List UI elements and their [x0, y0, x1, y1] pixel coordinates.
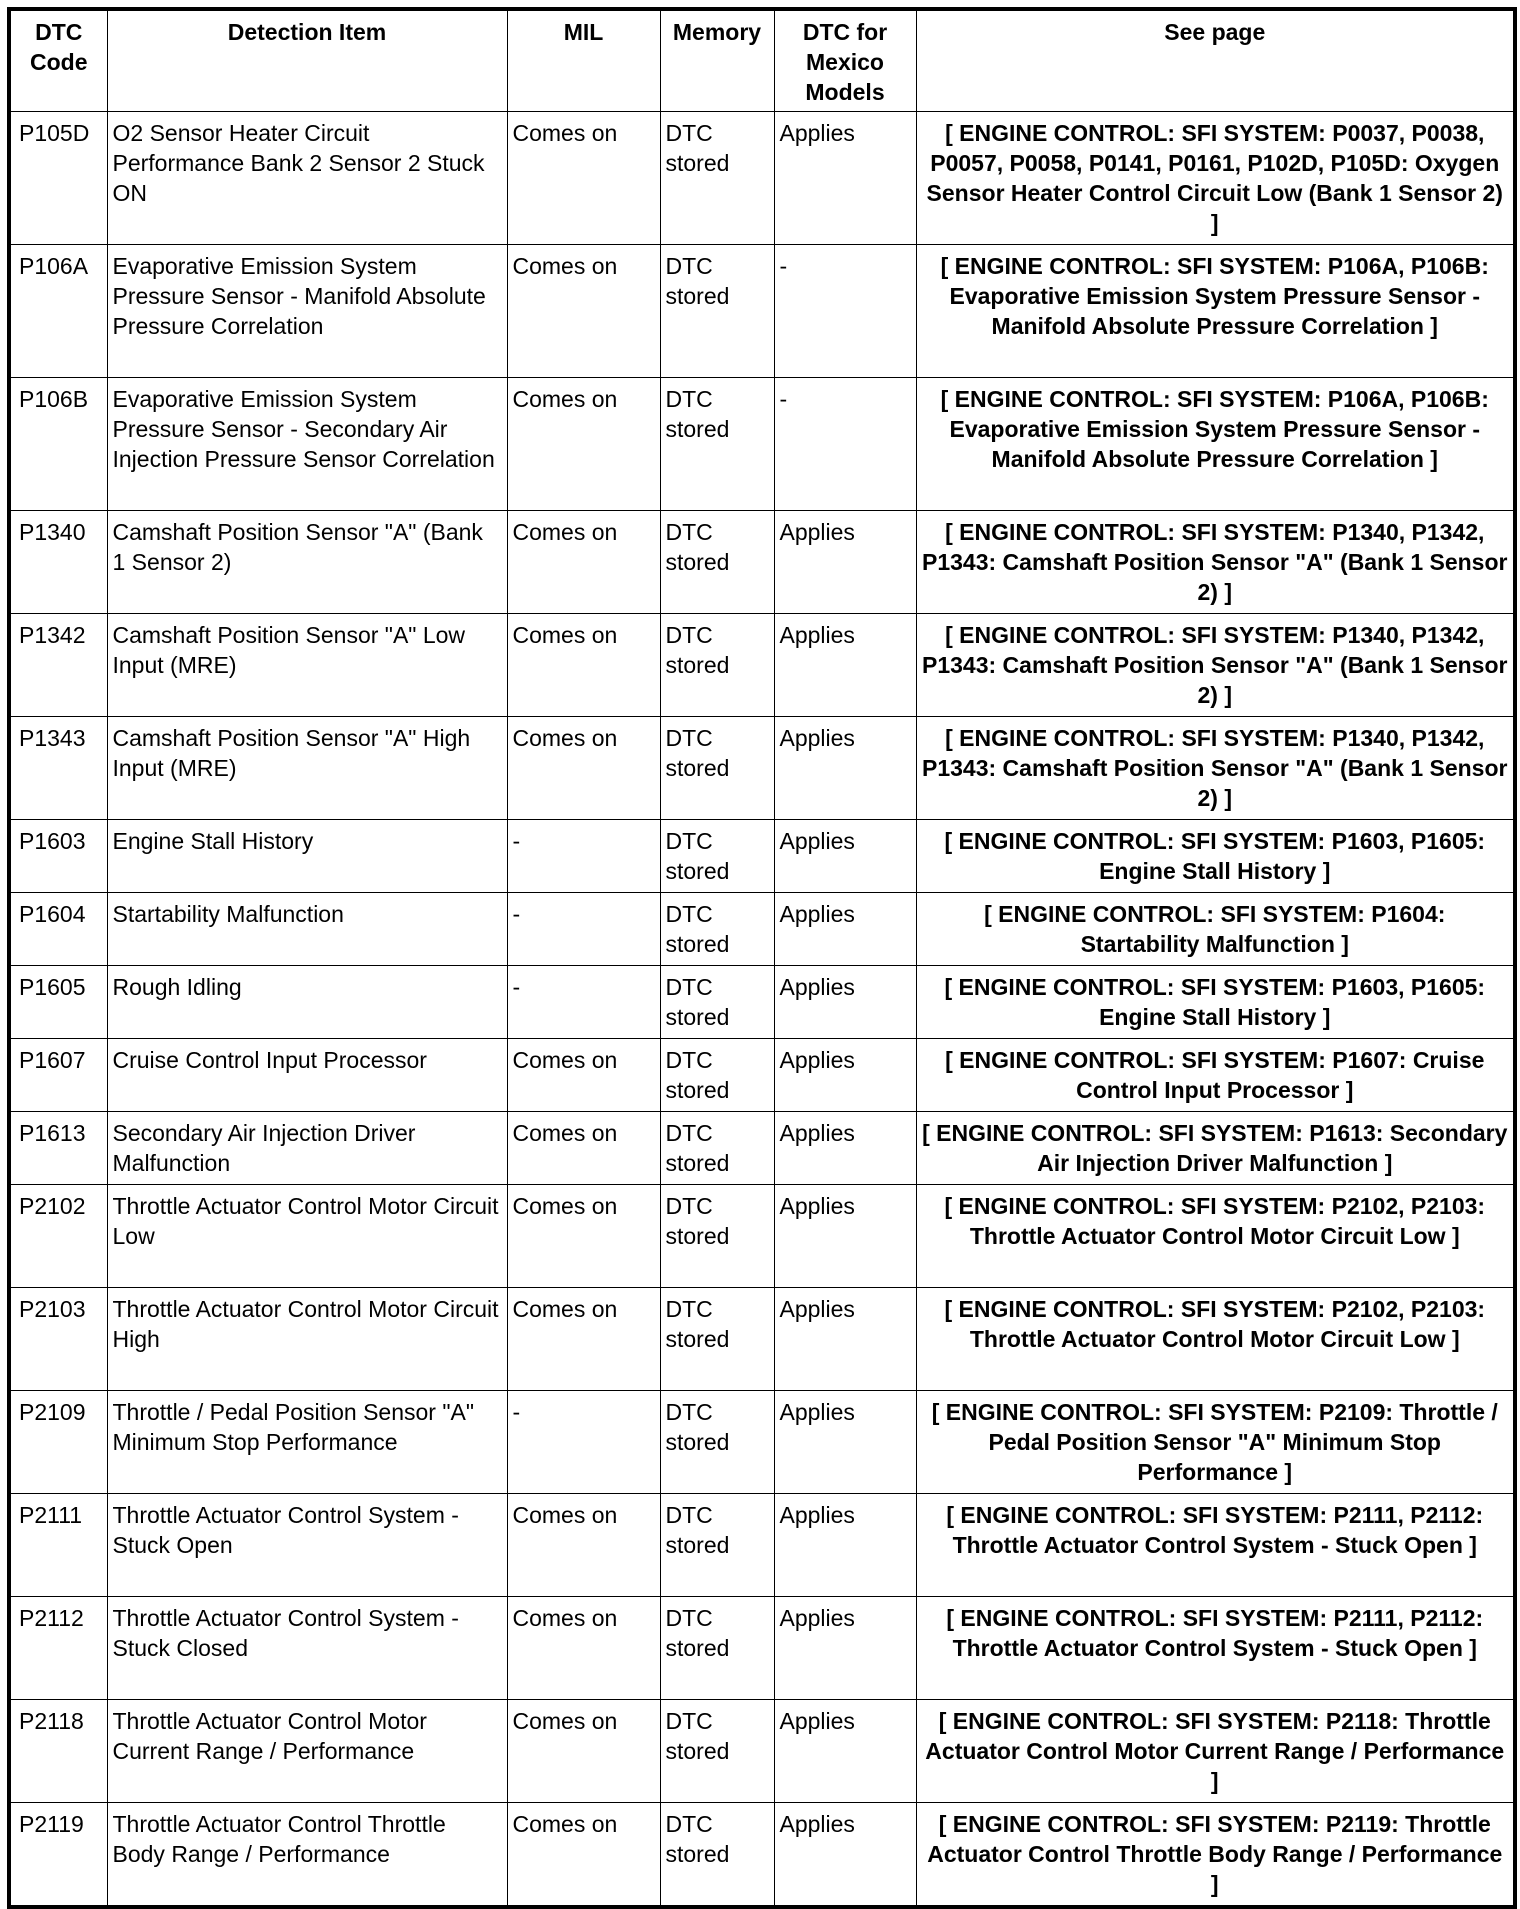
detection-item-cell: Camshaft Position Sensor "A" (Bank 1 Sensor 2): [107, 511, 507, 614]
memory-cell: DTC stored: [660, 1185, 774, 1288]
memory-cell: DTC stored: [660, 1039, 774, 1112]
see-page-link[interactable]: [ ENGINE CONTROL: SFI SYSTEM: P2102, P2103: Throttle Actuator Control Motor Circuit Low ]: [916, 1185, 1515, 1288]
mil-cell: -: [507, 1391, 660, 1494]
mil-cell: -: [507, 820, 660, 893]
table-row: [9, 112, 1515, 245]
see-page-link[interactable]: [ ENGINE CONTROL: SFI SYSTEM: P1340, P1342, P1343: Camshaft Position Sensor "A" (Bank 1 Sensor 2) ]: [916, 614, 1515, 717]
memory-cell: DTC stored: [660, 511, 774, 614]
dtc-code-cell: P1340: [9, 511, 107, 614]
table-row: [9, 820, 1515, 893]
mil-cell: Comes on: [507, 378, 660, 511]
table-row: [9, 1700, 1515, 1803]
memory-cell: DTC stored: [660, 1288, 774, 1391]
dtc-code-cell: P1343: [9, 717, 107, 820]
see-page-link[interactable]: [ ENGINE CONTROL: SFI SYSTEM: P1340, P1342, P1343: Camshaft Position Sensor "A" (Bank 1 Sensor 2) ]: [916, 717, 1515, 820]
mil-cell: Comes on: [507, 717, 660, 820]
mexico-cell: Applies: [774, 893, 916, 966]
table-row: [9, 1597, 1515, 1700]
mil-cell: Comes on: [507, 1039, 660, 1112]
dtc-code-cell: P1605: [9, 966, 107, 1039]
mexico-cell: -: [774, 378, 916, 511]
detection-item-cell: Throttle Actuator Control Throttle Body Range / Performance: [107, 1803, 507, 1908]
table-body: [9, 112, 1515, 1908]
mexico-cell: Applies: [774, 1039, 916, 1112]
see-page-link[interactable]: [ ENGINE CONTROL: SFI SYSTEM: P106A, P106B: Evaporative Emission System Pressure Sensor - Manifold Absolute Pressure Correlation ]: [916, 245, 1515, 378]
mexico-cell: Applies: [774, 1597, 916, 1700]
header-dtc-code: DTC Code: [9, 9, 107, 112]
mil-cell: -: [507, 893, 660, 966]
mexico-cell: Applies: [774, 820, 916, 893]
table-row: [9, 1039, 1515, 1112]
dtc-code-cell: P2111: [9, 1494, 107, 1597]
table-row: [9, 893, 1515, 966]
table-row: [9, 1185, 1515, 1288]
detection-item-cell: Throttle Actuator Control Motor Circuit High: [107, 1288, 507, 1391]
memory-cell: DTC stored: [660, 1700, 774, 1803]
detection-item-cell: Throttle Actuator Control Motor Circuit Low: [107, 1185, 507, 1288]
mexico-cell: Applies: [774, 1185, 916, 1288]
table-row: [9, 966, 1515, 1039]
dtc-code-cell: P1603: [9, 820, 107, 893]
mil-cell: Comes on: [507, 1494, 660, 1597]
header-mexico: DTC for Mexico Models: [774, 9, 916, 112]
table-row: [9, 378, 1515, 511]
detection-item-cell: Secondary Air Injection Driver Malfunction: [107, 1112, 507, 1185]
detection-item-cell: Evaporative Emission System Pressure Sensor - Manifold Absolute Pressure Correlation: [107, 245, 507, 378]
dtc-code-cell: P2119: [9, 1803, 107, 1908]
memory-cell: DTC stored: [660, 245, 774, 378]
mil-cell: Comes on: [507, 614, 660, 717]
header-memory: Memory: [660, 9, 774, 112]
dtc-code-cell: P2102: [9, 1185, 107, 1288]
dtc-code-cell: P1342: [9, 614, 107, 717]
mexico-cell: Applies: [774, 717, 916, 820]
detection-item-cell: Throttle Actuator Control Motor Current Range / Performance: [107, 1700, 507, 1803]
mil-cell: Comes on: [507, 1112, 660, 1185]
dtc-code-cell: P2103: [9, 1288, 107, 1391]
detection-item-cell: Rough Idling: [107, 966, 507, 1039]
mexico-cell: Applies: [774, 966, 916, 1039]
mexico-cell: Applies: [774, 1391, 916, 1494]
see-page-link[interactable]: [ ENGINE CONTROL: SFI SYSTEM: P1607: Cruise Control Input Processor ]: [916, 1039, 1515, 1112]
detection-item-cell: Startability Malfunction: [107, 893, 507, 966]
table-row: [9, 1391, 1515, 1494]
mexico-cell: Applies: [774, 614, 916, 717]
table-row: [9, 511, 1515, 614]
dtc-table: [7, 7, 1517, 1909]
mexico-cell: Applies: [774, 1112, 916, 1185]
memory-cell: DTC stored: [660, 893, 774, 966]
dtc-code-cell: P1604: [9, 893, 107, 966]
dtc-code-cell: P106B: [9, 378, 107, 511]
memory-cell: DTC stored: [660, 112, 774, 245]
table-row: [9, 717, 1515, 820]
dtc-code-cell: P1613: [9, 1112, 107, 1185]
table-row: [9, 1112, 1515, 1185]
mexico-cell: Applies: [774, 511, 916, 614]
see-page-link[interactable]: [ ENGINE CONTROL: SFI SYSTEM: P1340, P1342, P1343: Camshaft Position Sensor "A" (Bank 1 Sensor 2) ]: [916, 511, 1515, 614]
mil-cell: Comes on: [507, 245, 660, 378]
mil-cell: Comes on: [507, 112, 660, 245]
mexico-cell: Applies: [774, 1700, 916, 1803]
memory-cell: DTC stored: [660, 1803, 774, 1908]
see-page-link[interactable]: [ ENGINE CONTROL: SFI SYSTEM: P2111, P2112: Throttle Actuator Control System - Stuck Open ]: [916, 1494, 1515, 1597]
dtc-code-cell: P105D: [9, 112, 107, 245]
mexico-cell: Applies: [774, 112, 916, 245]
see-page-link[interactable]: [ ENGINE CONTROL: SFI SYSTEM: P1603, P1605: Engine Stall History ]: [916, 966, 1515, 1039]
table-row: [9, 1494, 1515, 1597]
see-page-link[interactable]: [ ENGINE CONTROL: SFI SYSTEM: P2109: Throttle / Pedal Position Sensor "A" Minimum Stop Performance ]: [916, 1391, 1515, 1494]
memory-cell: DTC stored: [660, 820, 774, 893]
detection-item-cell: Throttle / Pedal Position Sensor "A" Minimum Stop Performance: [107, 1391, 507, 1494]
mexico-cell: -: [774, 245, 916, 378]
mil-cell: Comes on: [507, 511, 660, 614]
detection-item-cell: Throttle Actuator Control System - Stuck Closed: [107, 1597, 507, 1700]
dtc-code-cell: P2118: [9, 1700, 107, 1803]
dtc-code-cell: P2109: [9, 1391, 107, 1494]
detection-item-cell: Evaporative Emission System Pressure Sensor - Secondary Air Injection Pressure Sensor Correlation: [107, 378, 507, 511]
detection-item-cell: O2 Sensor Heater Circuit Performance Bank 2 Sensor 2 Stuck ON: [107, 112, 507, 245]
see-page-link[interactable]: [ ENGINE CONTROL: SFI SYSTEM: P1613: Secondary Air Injection Driver Malfunction ]: [916, 1112, 1515, 1185]
memory-cell: DTC stored: [660, 717, 774, 820]
mil-cell: Comes on: [507, 1185, 660, 1288]
see-page-link[interactable]: [ ENGINE CONTROL: SFI SYSTEM: P0037, P0038, P0057, P0058, P0141, P0161, P102D, P105D: Oxygen Sensor Heater Control Circuit Low (Bank 1 Sensor 2) ]: [916, 112, 1515, 245]
detection-item-cell: Cruise Control Input Processor: [107, 1039, 507, 1112]
memory-cell: DTC stored: [660, 1391, 774, 1494]
header-see-page: See page: [916, 9, 1515, 112]
mil-cell: Comes on: [507, 1288, 660, 1391]
header-detection-item: Detection Item: [107, 9, 507, 112]
mil-cell: Comes on: [507, 1700, 660, 1803]
table-row: [9, 614, 1515, 717]
mil-cell: Comes on: [507, 1597, 660, 1700]
see-page-link[interactable]: [ ENGINE CONTROL: SFI SYSTEM: P2111, P2112: Throttle Actuator Control System - Stuck Open ]: [916, 1597, 1515, 1700]
memory-cell: DTC stored: [660, 1494, 774, 1597]
detection-item-cell: Camshaft Position Sensor "A" Low Input (MRE): [107, 614, 507, 717]
detection-item-cell: Throttle Actuator Control System - Stuck Open: [107, 1494, 507, 1597]
see-page-link[interactable]: [ ENGINE CONTROL: SFI SYSTEM: P2118: Throttle Actuator Control Motor Current Range / Performance ]: [916, 1700, 1515, 1803]
see-page-link[interactable]: [ ENGINE CONTROL: SFI SYSTEM: P2119: Throttle Actuator Control Throttle Body Range / Performance ]: [916, 1803, 1515, 1908]
memory-cell: DTC stored: [660, 378, 774, 511]
memory-cell: DTC stored: [660, 614, 774, 717]
detection-item-cell: Camshaft Position Sensor "A" High Input (MRE): [107, 717, 507, 820]
table-row: [9, 1288, 1515, 1391]
memory-cell: DTC stored: [660, 966, 774, 1039]
memory-cell: DTC stored: [660, 1112, 774, 1185]
mexico-cell: Applies: [774, 1494, 916, 1597]
header-row: [9, 9, 1515, 112]
see-page-link[interactable]: [ ENGINE CONTROL: SFI SYSTEM: P1604: Startability Malfunction ]: [916, 893, 1515, 966]
see-page-link[interactable]: [ ENGINE CONTROL: SFI SYSTEM: P106A, P106B: Evaporative Emission System Pressure Sensor - Manifold Absolute Pressure Correlation ]: [916, 378, 1515, 511]
mil-cell: -: [507, 966, 660, 1039]
dtc-code-cell: P1607: [9, 1039, 107, 1112]
table-row: [9, 1803, 1515, 1908]
mexico-cell: Applies: [774, 1803, 916, 1908]
mexico-cell: Applies: [774, 1288, 916, 1391]
header-mil: MIL: [507, 9, 660, 112]
see-page-link[interactable]: [ ENGINE CONTROL: SFI SYSTEM: P2102, P2103: Throttle Actuator Control Motor Circuit Low ]: [916, 1288, 1515, 1391]
dtc-code-cell: P106A: [9, 245, 107, 378]
table-row: [9, 245, 1515, 378]
mil-cell: Comes on: [507, 1803, 660, 1908]
see-page-link[interactable]: [ ENGINE CONTROL: SFI SYSTEM: P1603, P1605: Engine Stall History ]: [916, 820, 1515, 893]
memory-cell: DTC stored: [660, 1597, 774, 1700]
detection-item-cell: Engine Stall History: [107, 820, 507, 893]
dtc-code-cell: P2112: [9, 1597, 107, 1700]
